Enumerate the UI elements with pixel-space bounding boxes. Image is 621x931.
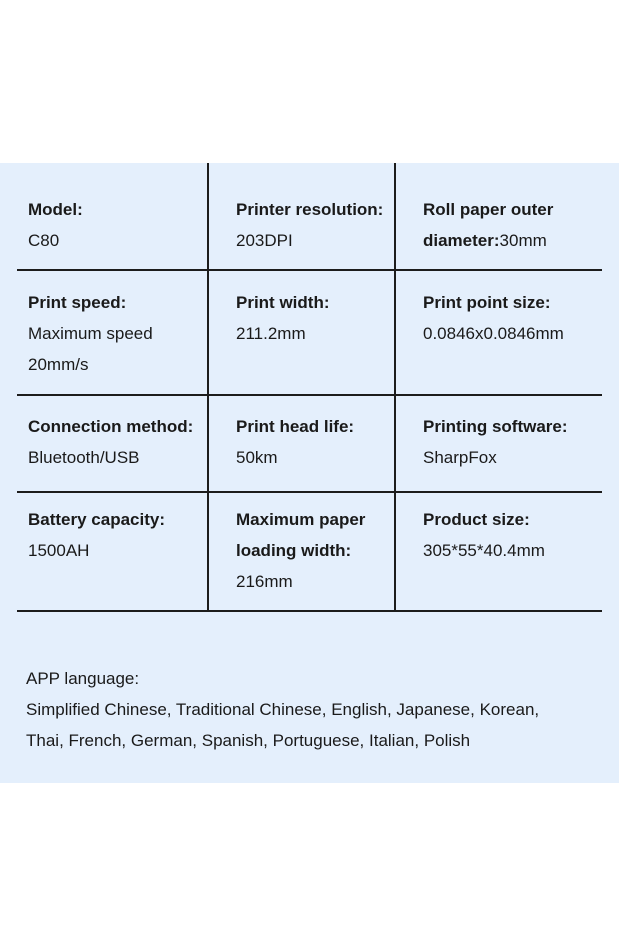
spec-value: 305*55*40.4mm — [423, 541, 545, 560]
spec-product-size — [423, 504, 545, 566]
spec-print-width — [236, 287, 329, 349]
spec-label: Print width: — [236, 293, 330, 312]
spec-value-line — [423, 225, 553, 256]
spec-label: Model: — [28, 200, 83, 219]
spec-panel — [0, 163, 619, 783]
spec-label: Battery capacity: — [28, 510, 166, 529]
spec-label: Product size: — [423, 510, 530, 529]
spec-battery-capacity — [28, 504, 165, 566]
spec-value: 50km — [236, 448, 278, 467]
spec-label: Print point size: — [423, 293, 551, 312]
spec-value: Maximum speed — [28, 324, 153, 343]
spec-max-paper-loading-width — [236, 504, 365, 597]
spec-label: Connection method: — [28, 417, 194, 436]
spec-value: 216mm — [236, 572, 293, 591]
spec-value: 203DPI — [236, 231, 293, 250]
spec-label-2: loading width: — [236, 541, 352, 560]
spec-value: 0.0846x0.0846mm — [423, 324, 564, 343]
spec-value: C80 — [28, 231, 60, 250]
column-divider-1 — [207, 163, 209, 611]
app-language-list-line-1: Simplified Chinese, Traditional Chinese, English, Japanese, Korean, — [26, 700, 540, 719]
column-divider-2 — [394, 163, 396, 611]
spec-value: 211.2mm — [236, 324, 306, 343]
spec-value: 30mm — [499, 231, 547, 250]
spec-label: Print speed: — [28, 293, 127, 312]
spec-printer-resolution — [236, 194, 383, 256]
spec-print-head-life — [236, 411, 354, 473]
spec-label: Print head life: — [236, 417, 355, 436]
spec-label: Roll paper outer — [423, 200, 554, 219]
spec-label: Maximum paper — [236, 510, 366, 529]
spec-value: SharpFox — [423, 448, 497, 467]
app-language-list-line-2: Thai, French, German, Spanish, Portuguese, Italian, Polish — [26, 731, 471, 750]
spec-model — [28, 194, 83, 256]
spec-value: 1500AH — [28, 541, 90, 560]
spec-print-speed — [28, 287, 153, 380]
spec-printing-software — [423, 411, 568, 473]
spec-value-2: 20mm/s — [28, 355, 89, 374]
app-language-label: APP language: — [26, 669, 140, 688]
app-language-block — [26, 663, 616, 756]
row-divider-2 — [17, 394, 602, 396]
spec-label-cont: diameter: — [423, 231, 500, 250]
spec-label: Printing software: — [423, 417, 568, 436]
spec-label: Printer resolution: — [236, 200, 384, 219]
spec-connection-method — [28, 411, 193, 473]
row-divider-1 — [17, 269, 602, 271]
row-divider-3 — [17, 491, 602, 493]
spec-print-point-size — [423, 287, 564, 349]
row-divider-4 — [17, 610, 602, 612]
spec-value: Bluetooth/USB — [28, 448, 140, 467]
spec-roll-paper-diameter — [423, 194, 553, 256]
